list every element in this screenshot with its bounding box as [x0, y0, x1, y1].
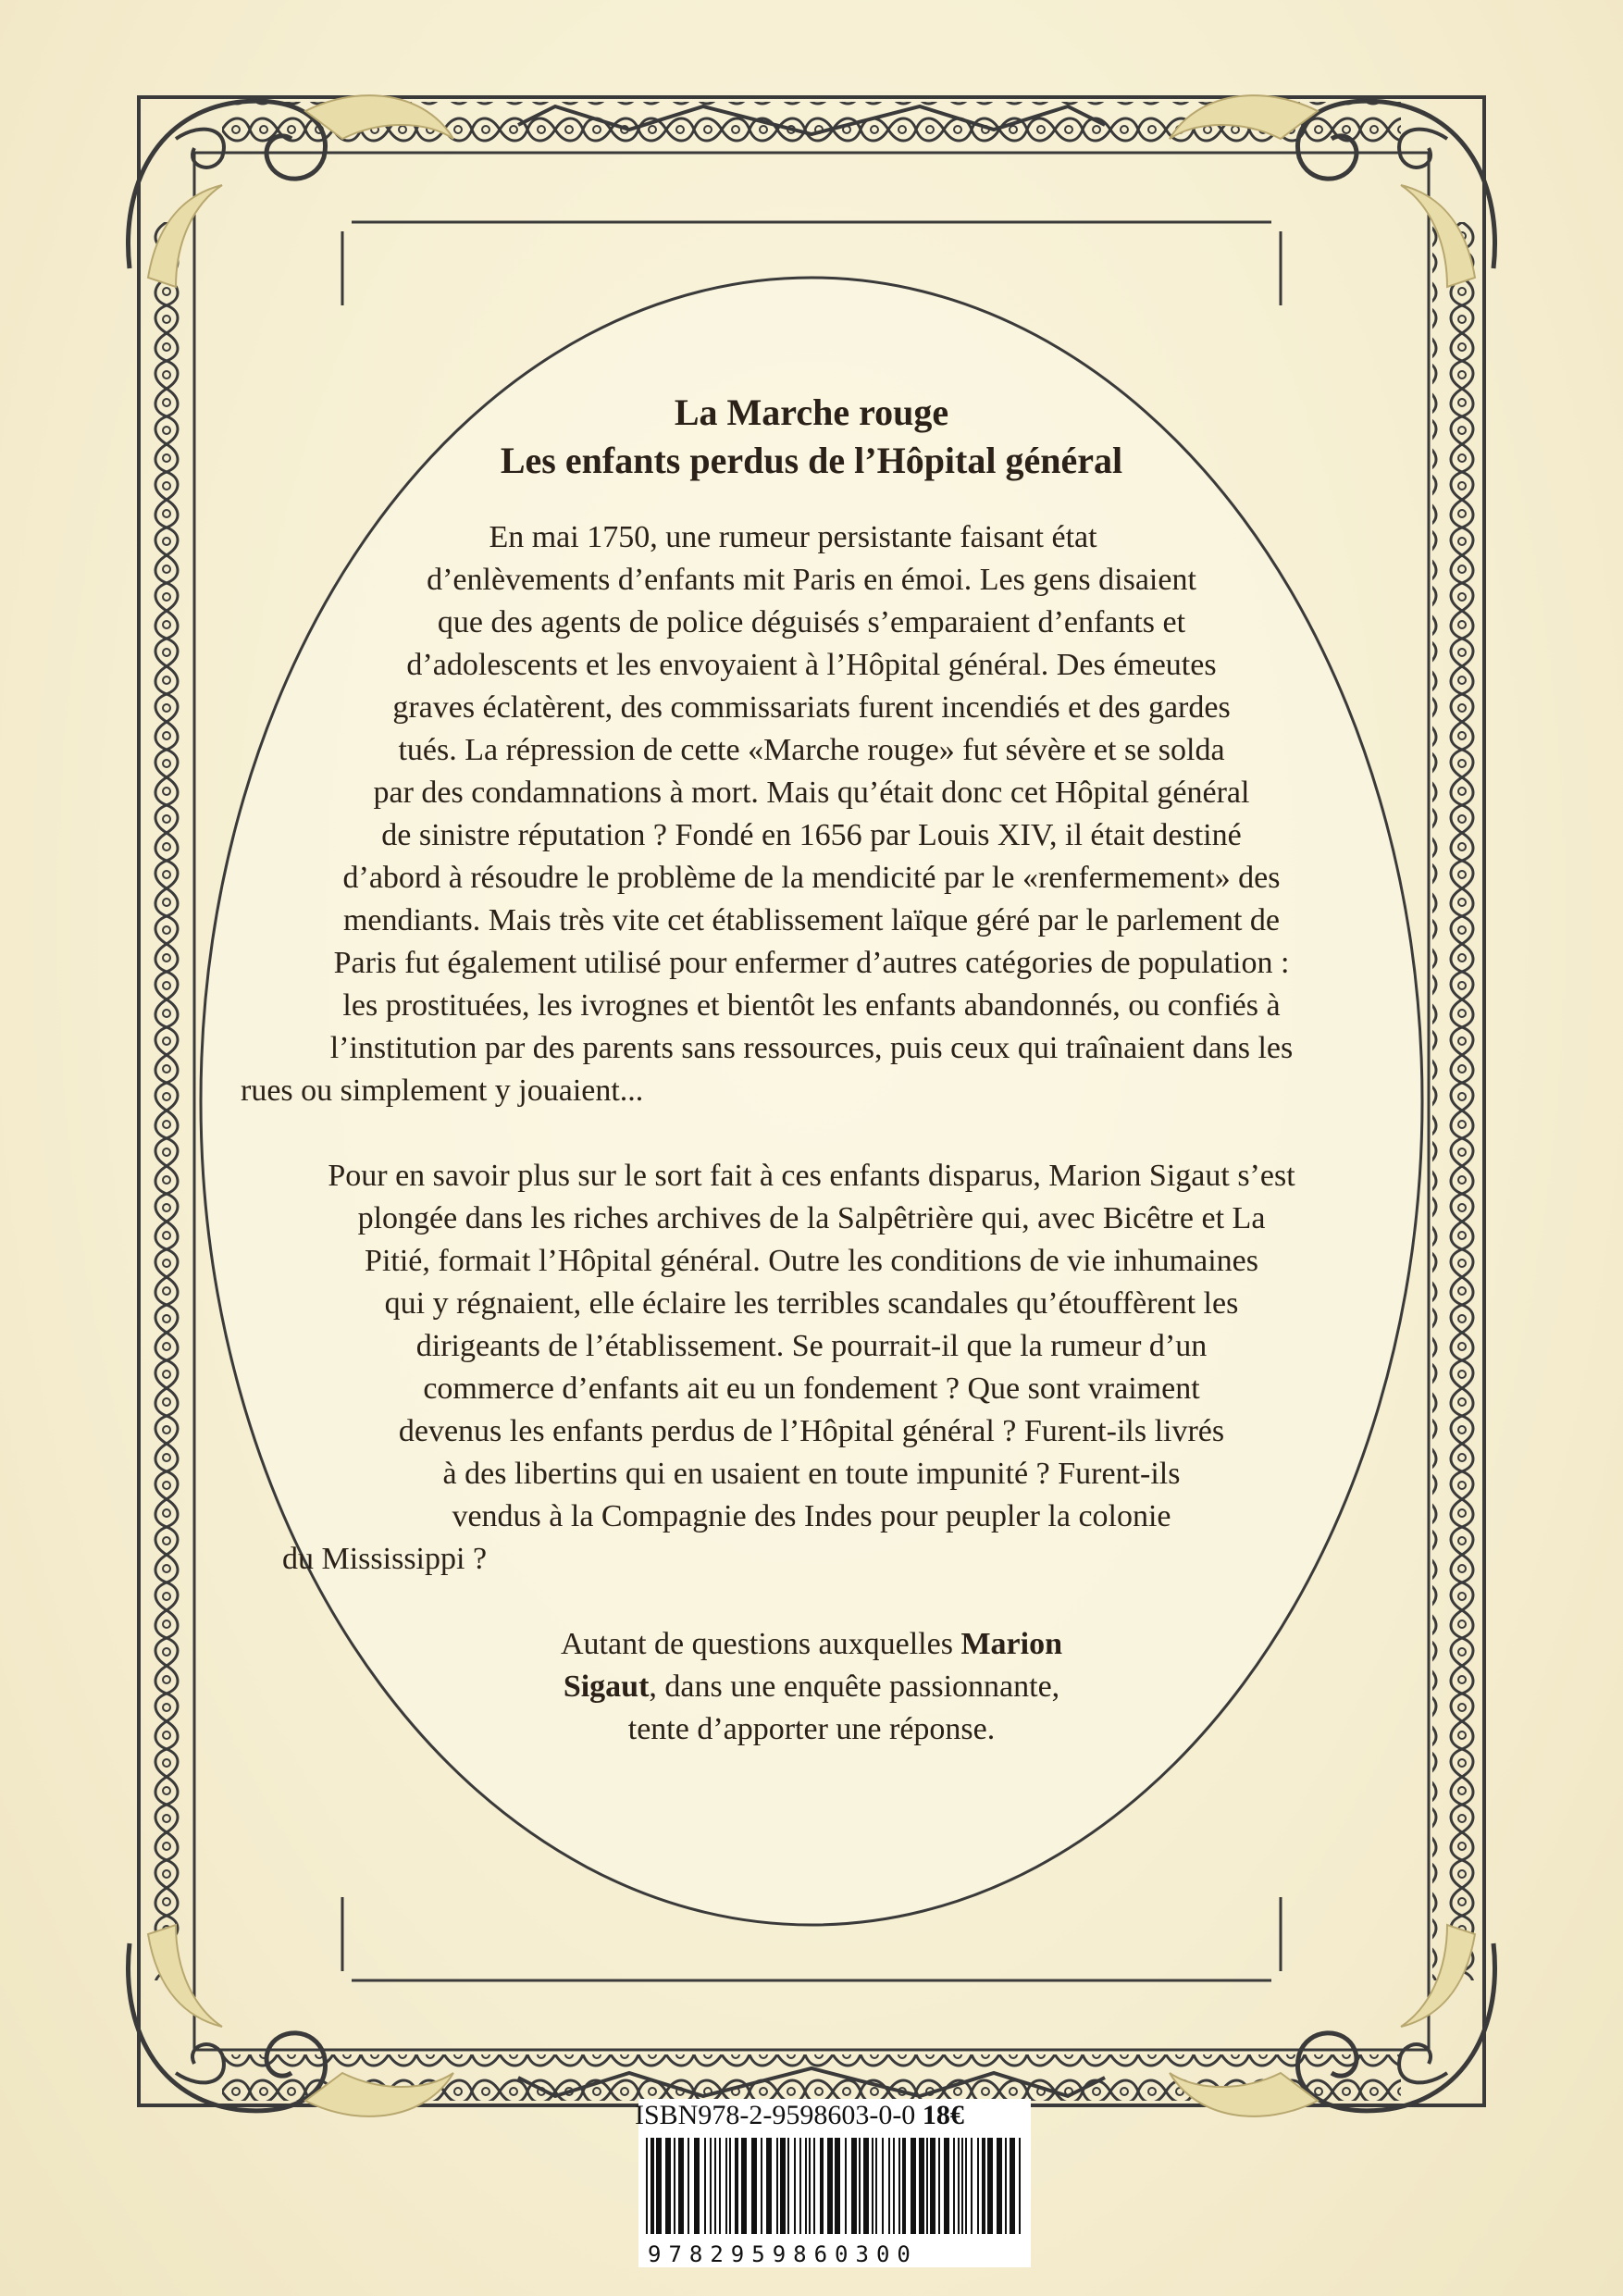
text-line: à des libertins qui en usaient en toute impunité ? Furent-ils [442, 1457, 1181, 1491]
text-line: par des condamnations à mort. Mais qu’était donc cet Hôpital général [373, 776, 1250, 810]
text-line: devenus les enfants perdus de l’Hôpital général ? Furent-ils livrés [398, 1414, 1225, 1448]
barcode-bar [741, 2138, 747, 2234]
barcode-bar [930, 2138, 935, 2234]
isbn-label [635, 2097, 1042, 2134]
barcode-bar [872, 2138, 873, 2234]
barcode-bar [710, 2138, 712, 2234]
text-line: graves éclatèrent, des commissariats furent incendiés et des gardes [392, 690, 1231, 725]
barcode-bar [694, 2138, 700, 2234]
barcode-bar [882, 2138, 884, 2234]
barcode-bar [902, 2138, 906, 2234]
barcode-bar [926, 2138, 928, 2234]
barcode-icon [638, 2134, 1031, 2238]
barcode-bar [835, 2138, 840, 2234]
text-line: mendiants. Mais très vite cet établissement laïque géré par le parlement de [342, 903, 1281, 937]
barcode-bar [794, 2138, 796, 2234]
barcode-bar [961, 2138, 963, 2234]
text-line: du Mississippi ? [282, 1542, 488, 1576]
barcode-bar [893, 2138, 895, 2234]
barcode-bar [813, 2138, 815, 2234]
barcode-bar [719, 2138, 721, 2234]
barcode-bar [987, 2138, 993, 2234]
author-last-name: Sigaut [563, 1669, 650, 1704]
barcode-bar [820, 2138, 824, 2234]
barcode-bar [678, 2138, 684, 2234]
barcode-bar [766, 2138, 772, 2234]
barcode-bar [674, 2138, 675, 2234]
barcode-bar [997, 2138, 1002, 2234]
text-line: de sinistre réputation ? Fondé en 1656 par Louis XIV, il était destiné [381, 818, 1242, 852]
barcode-bar [725, 2138, 727, 2234]
barcode-bar [776, 2138, 778, 2234]
text-line: commerce d’enfants ait eu un fondement ? Que sont vraiment [423, 1371, 1200, 1406]
barcode-bar [977, 2138, 979, 2234]
barcode-bar [911, 2138, 916, 2234]
text-line: Pitié, formait l’Hôpital général. Outre les conditions de vie inhumaines [365, 1244, 1258, 1278]
barcode-bar [729, 2138, 731, 2234]
text-line: qui y régnaient, elle éclaire les terribles scandales qu’étouffèrent les [384, 1286, 1239, 1321]
isbn-number: ISBN978-2-9598603-0-0 [635, 2100, 916, 2130]
barcode-bar [965, 2138, 967, 2234]
text-line: vendus à la Compagnie des Indes pour peupler la colonie [452, 1499, 1171, 1533]
barcode-bar [888, 2138, 890, 2234]
book-title: La Marche rouge [674, 391, 949, 433]
barcode-bar [805, 2138, 807, 2234]
text-line: Pour en savoir plus sur le sort fait à ces enfants disparus, Marion Sigaut s’est [328, 1159, 1295, 1193]
barcode-bar [851, 2138, 857, 2234]
barcode-bar [944, 2138, 949, 2234]
barcode-bar [761, 2138, 762, 2234]
barcode-bar [646, 2138, 648, 2234]
barcode-bar [1019, 2138, 1021, 2234]
text-line: dirigeants de l’établissement. Se pourrait-il que la rumeur d’un [415, 1329, 1208, 1363]
barcode-bar [799, 2138, 801, 2234]
text-line: plongée dans les riches archives de la Salpêtrière qui, avec Bicêtre et La [357, 1201, 1266, 1235]
barcode-bar [809, 2138, 811, 2234]
author-first-name: Marion [960, 1627, 1063, 1661]
barcode-bar [898, 2138, 900, 2234]
text-line: l’institution par des parents sans ressources, puis ceux qui traînaient dans les [329, 1031, 1294, 1065]
paragraph-1 [241, 516, 1382, 1112]
barcode-bar [827, 2138, 833, 2234]
barcode-bar [919, 2138, 924, 2234]
text-line: En mai 1750, une rumeur persistante faisant état [489, 520, 1097, 554]
barcode-bar [714, 2138, 716, 2234]
text-line: que des agents de police déguisés s’emparaient d’enfants et [437, 605, 1186, 639]
barcode-bar [751, 2138, 757, 2234]
barcode-bar [656, 2138, 662, 2234]
barcode-bar [787, 2138, 789, 2234]
text-line: tente d’apporter une réponse. [627, 1712, 996, 1746]
barcode-bar [735, 2138, 738, 2234]
barcode-bar [780, 2138, 786, 2234]
barcode-bar [665, 2138, 671, 2234]
barcode-bar [845, 2138, 847, 2234]
barcode-bar [938, 2138, 940, 2234]
paragraph-2 [241, 1155, 1382, 1581]
barcode-digits: 9782959860300 [648, 2241, 918, 2267]
barcode-bar [650, 2138, 654, 2234]
barcode-bar [953, 2138, 955, 2234]
barcode-bar [863, 2138, 869, 2234]
barcode-bar [688, 2138, 689, 2234]
barcode-bar [1005, 2138, 1007, 2234]
text-line: tués. La répression de cette «Marche rouge» fut sévère et se solda [398, 733, 1225, 767]
barcode-bar [875, 2138, 877, 2234]
barcode-bar [704, 2138, 706, 2234]
book-subtitle: Les enfants perdus de l’Hôpital général [500, 440, 1123, 481]
paragraph-3 [241, 1623, 1382, 1751]
barcode-bar [971, 2138, 973, 2234]
text-line: d’abord à résoudre le problème de la mendicité par le «renfermement» des [342, 861, 1281, 895]
text-line: les prostituées, les ivrognes et bientôt les enfants abandonnés, ou confiés à [342, 988, 1281, 1023]
text-line: Autant de questions auxquelles [560, 1627, 953, 1661]
back-cover-text [241, 389, 1382, 1751]
barcode-bar [859, 2138, 861, 2234]
text-line: d’adolescents et les envoyaient à l’Hôpital général. Des émeutes [406, 648, 1217, 682]
text-line: Paris fut également utilisé pour enfermer d’autres catégories de population : [333, 946, 1290, 980]
text-line: rues ou simplement y jouaient... [241, 1074, 644, 1108]
text-line: d’enlèvements d’enfants mit Paris en émoi. Les gens disaient [427, 563, 1196, 597]
price: 18€ [922, 2100, 964, 2130]
barcode-bar [982, 2138, 985, 2234]
barcode-bar [958, 2138, 960, 2234]
barcode-bar [1010, 2138, 1015, 2234]
text-line: , dans une enquête passionnante, [649, 1669, 1060, 1704]
